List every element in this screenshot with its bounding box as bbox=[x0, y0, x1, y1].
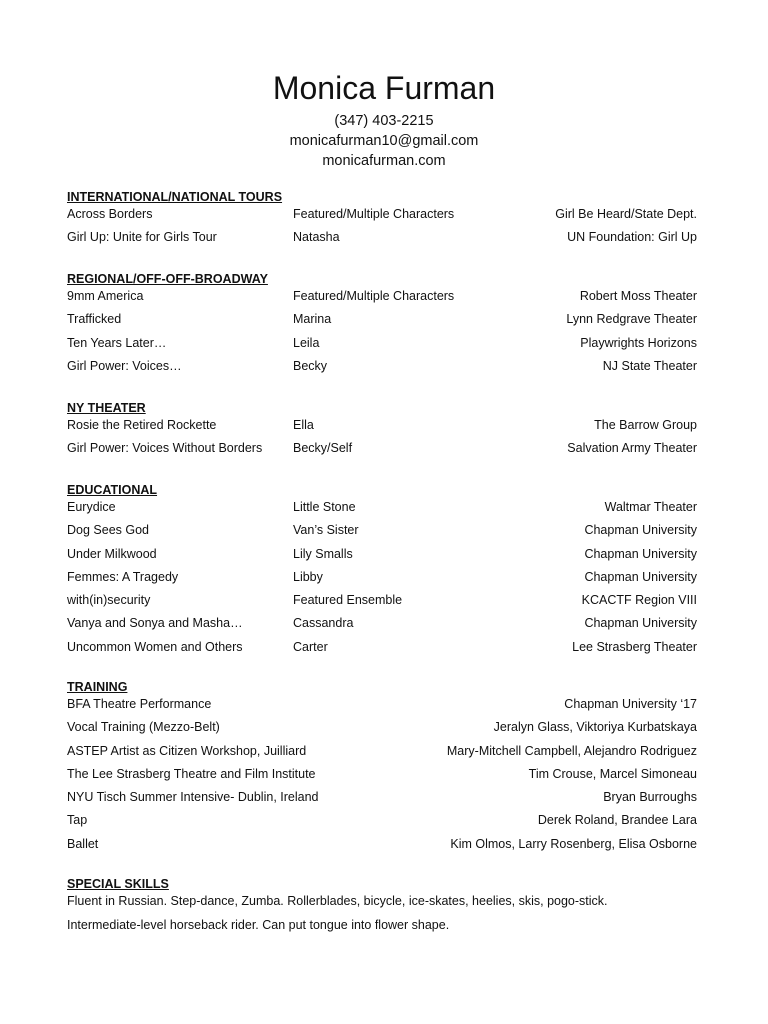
credit-venue: Lee Strasberg Theater bbox=[572, 639, 697, 654]
section-regional bbox=[67, 271, 697, 381]
credit-row bbox=[67, 311, 697, 334]
credit-venue: Salvation Army Theater bbox=[567, 441, 697, 456]
credit-venue: Girl Be Heard/State Dept. bbox=[555, 207, 697, 221]
training-row bbox=[67, 812, 697, 835]
credit-row bbox=[67, 546, 697, 569]
credit-row bbox=[67, 569, 697, 592]
credit-row bbox=[67, 440, 697, 463]
credit-show: Ten Years Later… bbox=[67, 335, 167, 350]
training-program: Tap bbox=[67, 813, 88, 828]
training-row bbox=[67, 766, 697, 789]
credit-show: Under Milkwood bbox=[67, 546, 157, 561]
credit-row bbox=[67, 522, 697, 545]
credit-venue: Chapman University bbox=[584, 546, 697, 561]
section-title-training: TRAINING bbox=[67, 680, 128, 694]
training-row bbox=[67, 743, 697, 766]
credit-venue: Chapman University bbox=[584, 569, 697, 584]
credit-role: Natasha bbox=[293, 230, 340, 245]
credit-venue: The Barrow Group bbox=[594, 418, 697, 432]
section-ny-theater bbox=[67, 400, 697, 464]
credit-row bbox=[67, 288, 697, 311]
section-special-skills bbox=[67, 876, 697, 940]
section-title-ny-theater: NY THEATER bbox=[67, 401, 146, 415]
section-title-educational: EDUCATIONAL bbox=[67, 483, 158, 497]
training-program: ASTEP Artist as Citizen Workshop, Juilliard bbox=[67, 743, 307, 758]
credit-show: Dog Sees God bbox=[67, 523, 149, 538]
credit-venue: Lynn Redgrave Theater bbox=[566, 312, 697, 327]
credit-role: Ella bbox=[293, 418, 314, 432]
training-teacher: Derek Roland, Brandee Lara bbox=[537, 813, 697, 828]
credit-show: Rosie the Retired Rockette bbox=[67, 418, 217, 432]
credit-role: Becky bbox=[293, 358, 328, 373]
credit-venue: UN Foundation: Girl Up bbox=[567, 230, 697, 245]
credit-show: Girl Up: Unite for Girls Tour bbox=[67, 230, 217, 245]
resume-name: Monica Furman bbox=[272, 70, 496, 106]
credit-venue: Playwrights Horizons bbox=[580, 335, 697, 350]
training-row bbox=[67, 719, 697, 742]
credit-show: Femmes: A Tragedy bbox=[67, 569, 179, 584]
credit-show: Girl Power: Voices Without Borders bbox=[67, 441, 263, 456]
phone-number: (347) 403-2215 bbox=[334, 113, 434, 129]
credit-row bbox=[67, 639, 697, 662]
credit-role: Leila bbox=[293, 335, 320, 350]
credit-role: Marina bbox=[293, 312, 332, 327]
training-teacher: Kim Olmos, Larry Rosenberg, Elisa Osborne bbox=[450, 836, 697, 851]
training-program: NYU Tisch Summer Intensive- Dublin, Ireland bbox=[67, 790, 319, 805]
credit-role: Featured Ensemble bbox=[293, 593, 403, 608]
training-program: Ballet bbox=[67, 836, 99, 851]
section-title-skills: SPECIAL SKILLS bbox=[67, 877, 169, 891]
training-program: Vocal Training (Mezzo-Belt) bbox=[67, 720, 220, 735]
training-teacher: Tim Crouse, Marcel Simoneau bbox=[528, 766, 697, 781]
section-title-tours: INTERNATIONAL/NATIONAL TOURS bbox=[67, 190, 283, 204]
section-training bbox=[67, 679, 697, 859]
skills-line: Fluent in Russian. Step-dance, Zumba. Rollerblades, bicycle, ice-skates, heelies, skis, pogo-stick. bbox=[67, 894, 608, 908]
credit-show: Across Borders bbox=[67, 207, 153, 221]
credit-row bbox=[67, 206, 697, 229]
training-row bbox=[67, 696, 697, 719]
section-educational bbox=[67, 482, 697, 662]
website: monicafurman.com bbox=[322, 153, 446, 169]
training-teacher: Mary-Mitchell Campbell, Alejandro Rodriguez bbox=[446, 743, 697, 758]
credit-show: Uncommon Women and Others bbox=[67, 639, 243, 654]
credit-role: Little Stone bbox=[293, 500, 356, 514]
credit-role: Carter bbox=[293, 639, 328, 654]
training-program: BFA Theatre Performance bbox=[67, 697, 212, 711]
training-teacher: Bryan Burroughs bbox=[603, 790, 697, 805]
contact-info bbox=[0, 111, 768, 171]
skills-line: Intermediate-level horseback rider. Can put tongue into flower shape. bbox=[67, 917, 450, 932]
credit-venue: Chapman University bbox=[584, 616, 697, 631]
credit-show: Girl Power: Voices… bbox=[67, 358, 182, 373]
credit-venue: NJ State Theater bbox=[602, 358, 697, 373]
training-teacher: Chapman University ‘17 bbox=[564, 697, 697, 711]
credit-row bbox=[67, 417, 697, 440]
credit-role: Cassandra bbox=[293, 616, 354, 631]
credit-role: Featured/Multiple Characters bbox=[293, 207, 455, 221]
training-row bbox=[67, 836, 697, 859]
credit-show: Eurydice bbox=[67, 500, 116, 514]
credit-row bbox=[67, 229, 697, 252]
credit-venue: Chapman University bbox=[584, 523, 697, 538]
credit-row bbox=[67, 615, 697, 638]
credit-venue: Robert Moss Theater bbox=[579, 289, 697, 303]
section-title-regional: REGIONAL/OFF-OFF-BROADWAY bbox=[67, 272, 268, 286]
training-program: The Lee Strasberg Theatre and Film Institute bbox=[67, 766, 316, 781]
credit-row bbox=[67, 592, 697, 615]
credit-show: Vanya and Sonya and Masha… bbox=[67, 616, 243, 631]
credit-role: Van’s Sister bbox=[293, 523, 359, 538]
email-address: monicafurman10@gmail.com bbox=[289, 133, 479, 149]
credit-venue: KCACTF Region VIII bbox=[581, 593, 697, 608]
credit-role: Featured/Multiple Characters bbox=[293, 289, 455, 303]
credit-row bbox=[67, 499, 697, 522]
credit-show: 9mm America bbox=[67, 289, 144, 303]
credit-role: Lily Smalls bbox=[293, 546, 353, 561]
credit-show: with(in)security bbox=[67, 593, 151, 608]
training-teacher: Jeralyn Glass, Viktoriya Kurbatskaya bbox=[493, 720, 697, 735]
credit-row bbox=[67, 358, 697, 381]
section-tours bbox=[67, 189, 697, 253]
credit-show: Trafficked bbox=[67, 312, 122, 327]
credit-role: Becky/Self bbox=[293, 441, 353, 456]
credit-role: Libby bbox=[293, 569, 323, 584]
credit-venue: Waltmar Theater bbox=[604, 500, 697, 514]
training-row bbox=[67, 789, 697, 812]
credit-row bbox=[67, 335, 697, 358]
